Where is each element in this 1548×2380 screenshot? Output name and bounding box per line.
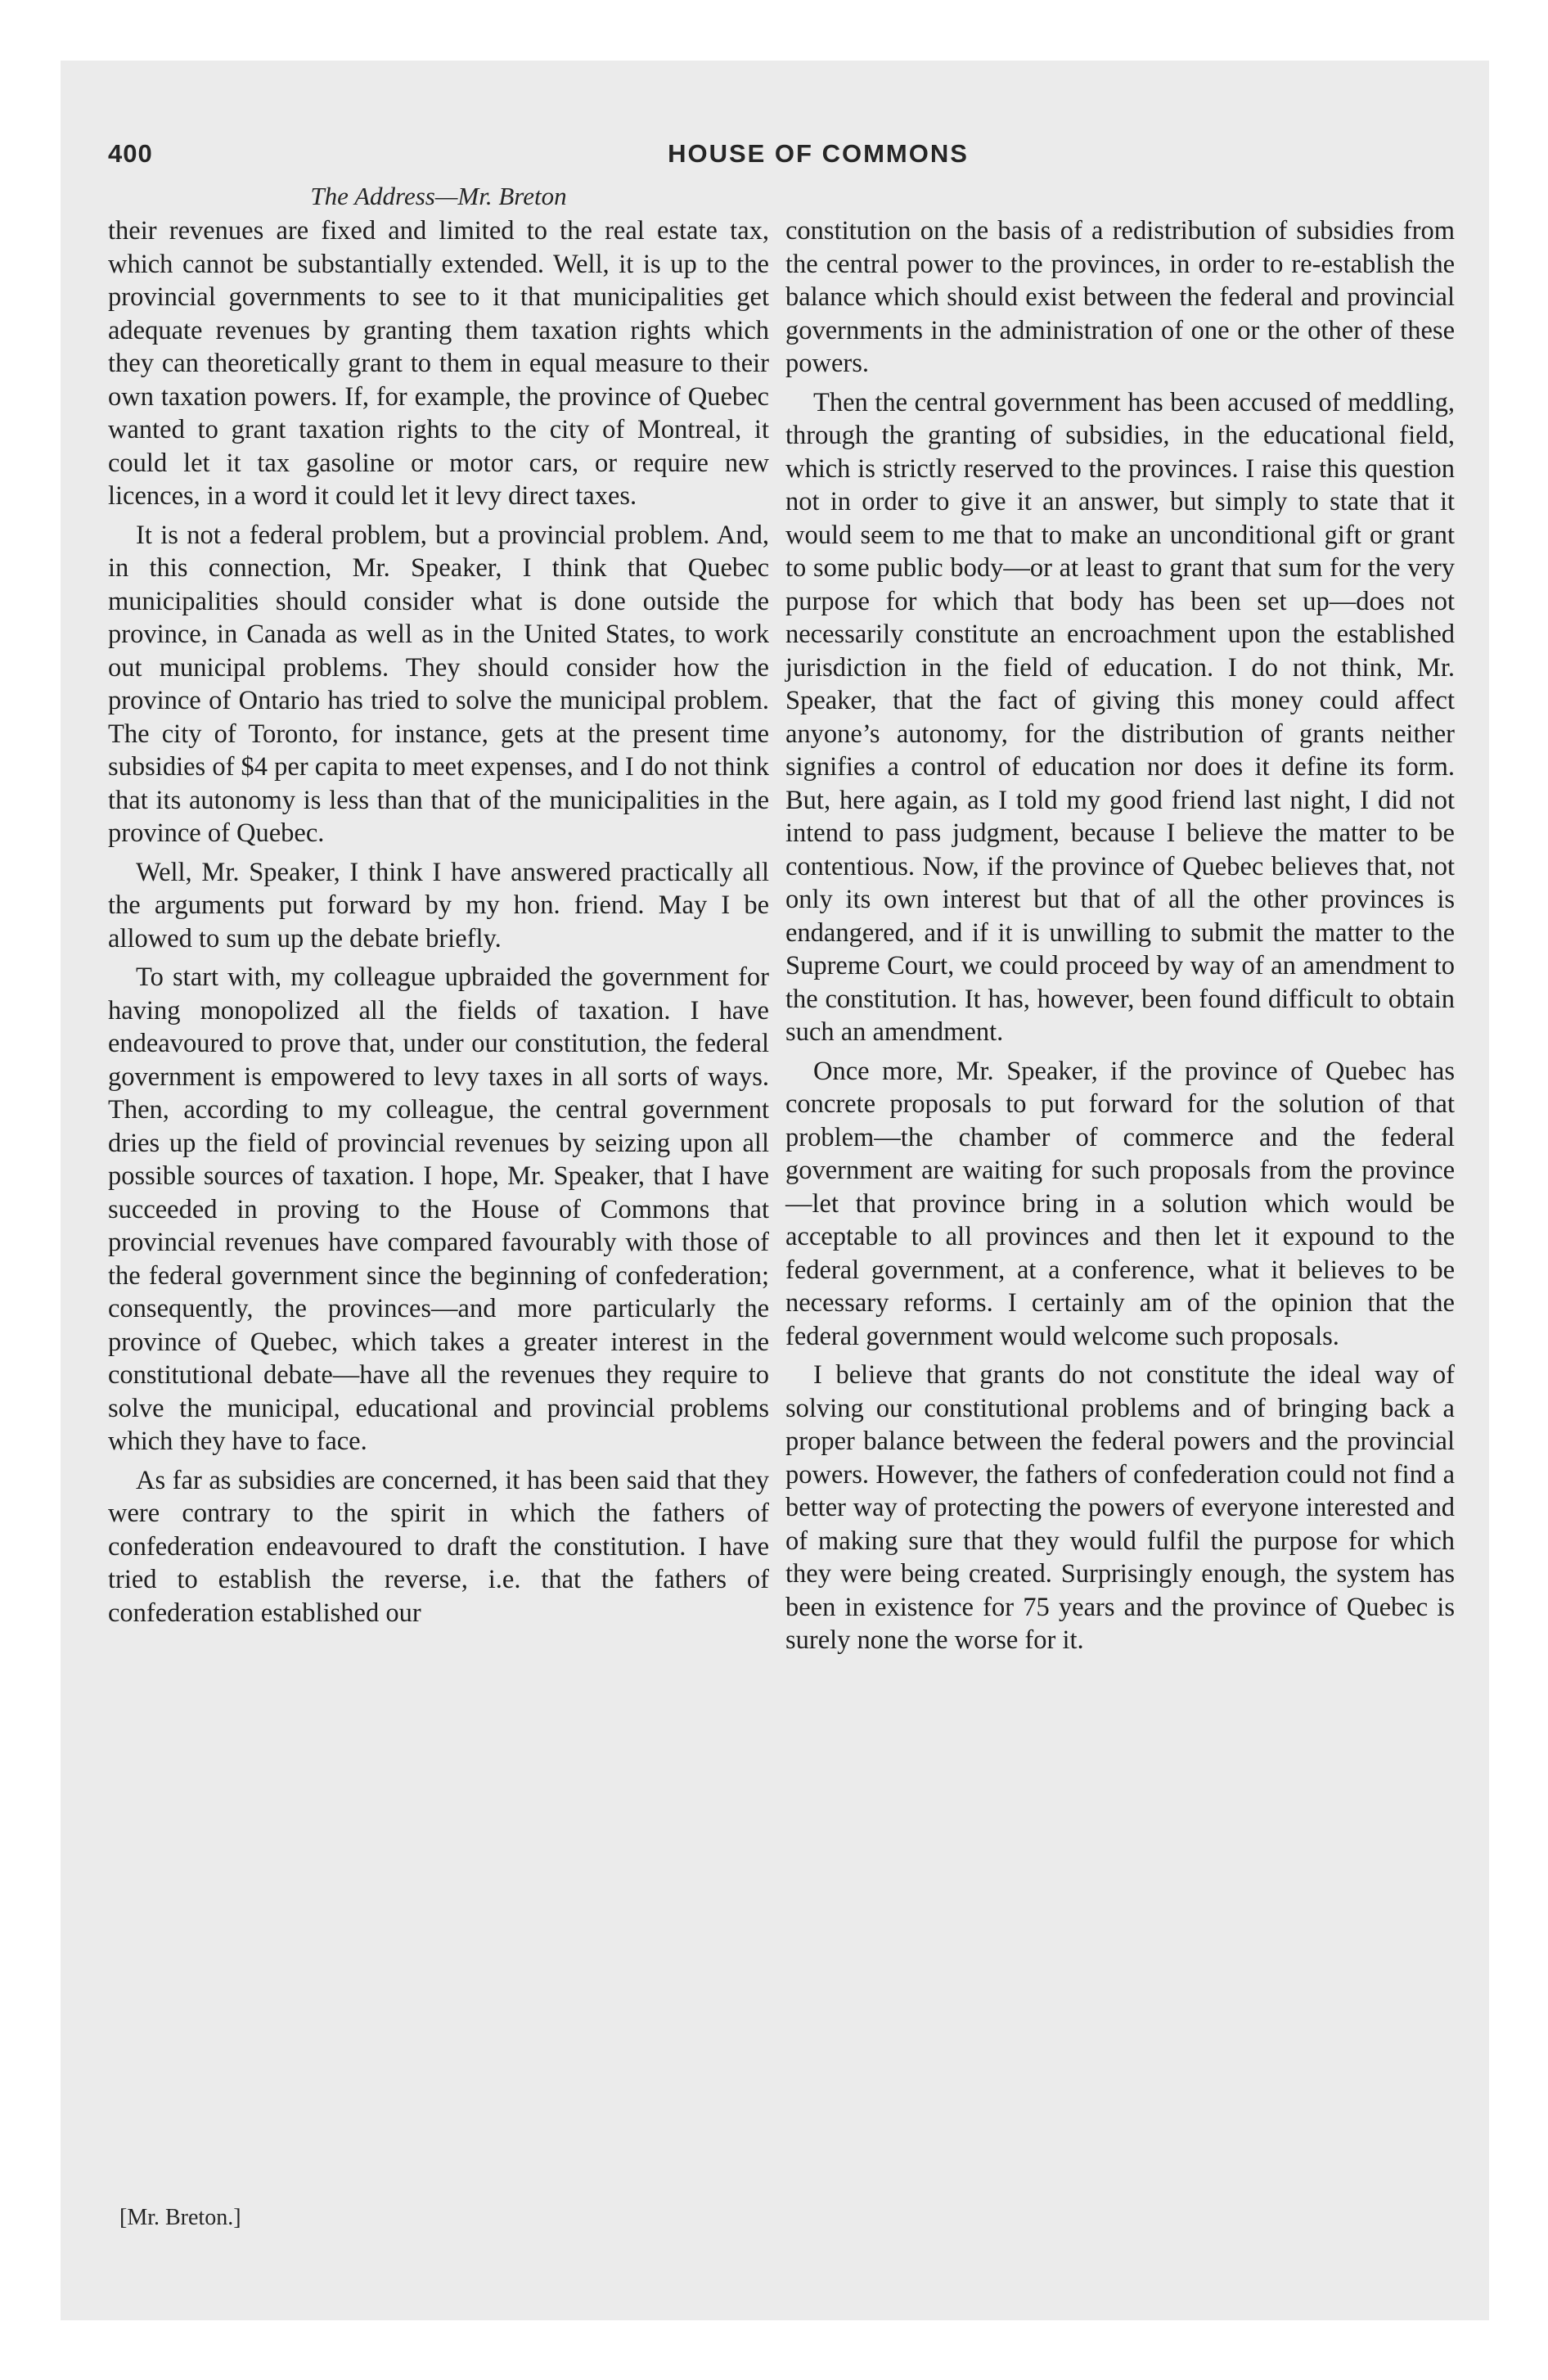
paragraph: To start with, my colleague upbraided the government for having monopolized all the fields of taxation. I have endeavoured to prove that, under our constitution, the federal government is empowered to levy taxes in all sorts of ways. Then, according to my colleague, the central government dries up the field of provincial revenues by seizing upon all possible sources of taxation. I hope, Mr. Speaker, that I have succeeded in proving to the House of Commons that provincial revenues have compared favourably with those of the federal government since the beginning of confederation; consequently, the provinces—and more particularly the province of Quebec, which takes a greater interest in the constitutional debate—have all the revenues they require to solve the municipal, educational and provincial problems which they have to face. <box>108 962 769 1456</box>
running-head: HOUSE OF COMMONS <box>668 139 969 168</box>
paragraph: Once more, Mr. Speaker, if the province of Quebec has concrete proposals to put forward for the solution of that problem—the chamber of commerce and the federal government are waiting for such proposals from the province—let that province bring in a solution which would be acceptable to all provinces and then let it expound to the federal government, at a conference, what it believes to be necessary reforms. I certainly am of the opinion that the federal government would welcome such proposals. <box>785 1056 1455 1351</box>
paragraph: constitution on the basis of a redistribution of subsidies from the central power to the provinces, in order to re-establish the balance which should exist between the federal and provincial governments in the administration of one or the other of these powers. <box>785 216 1455 378</box>
paragraph: I believe that grants do not constitute the ideal way of solving our constitutional problems and of bringing back a proper balance between the federal powers and the provincial powers. However, the fathers of confederation could not find a better way of protecting the powers of everyone interested and of making sure that they would fulfil the purpose for which they were being created. Surprisingly enough, the system has been in existence for 75 years and the province of Quebec is surely none the worse for it. <box>785 1360 1455 1655</box>
footer-attribution: [Mr. Breton.] <box>119 2205 241 2230</box>
right-column <box>785 214 1455 1663</box>
paragraph: their revenues are fixed and limited to the real estate tax, which cannot be substantially extended. Well, it is up to the provincial governments to see to it that municipalities get adequate revenues by granting them taxation rights which they can theoretically grant to them in equal measure to their own taxation powers. If, for example, the province of Quebec wanted to grant taxation rights to the city of Montreal, it could let it tax gasoline or motor cars, or require new licences, in a word it could let it levy direct taxes. <box>108 216 769 511</box>
paragraph: It is not a federal problem, but a provincial problem. And, in this connection, Mr. Speaker, I think that Quebec municipalities should consider what is done outside the province, in Canada as well as in the United States, to work out municipal problems. They should consider how the province of Ontario has tried to solve the municipal problem. The city of Toronto, for instance, gets at the present time subsidies of $4 per capita to meet expenses, and I do not think that its autonomy is less than that of the municipalities in the province of Quebec. <box>108 520 769 848</box>
page-number: 400 <box>108 139 153 168</box>
paragraph: Then the central government has been accused of meddling, through the granting of subsidies, in the educational field, which is strictly reserved to the provinces. I raise this question not in order to give it an answer, but simply to state that it would seem to me that to make an unconditional gift or grant to some public body—or at least to grant that sum for the very purpose for which that body has been set up—does not necessarily constitute an encroachment upon the established jurisdiction in the field of education. I do not think, Mr. Speaker, that the fact of giving this money could affect anyone’s autonomy, for the distribution of grants neither signifies a control of education nor does it define its form. But, here again, as I told my good friend last night, I did not intend to pass judgment, because I believe the matter to be contentious. Now, if the province of Quebec believes that, not only its own interest but that of all the other provinces is endangered, and if it is unwilling to submit the matter to the Supreme Court, we could proceed by way of an amendment to the constitution. It has, however, been found difficult to obtain such an amendment. <box>785 387 1455 1047</box>
speaker-subhead: The Address—Mr. Breton <box>310 182 567 210</box>
left-column <box>108 214 769 1635</box>
paragraph: As far as subsidies are concerned, it has been said that they were contrary to the spirit in which the fathers of confederation endeavoured to draft the constitution. I have tried to establish the reverse, i.e. that the fathers of confederation established our <box>108 1465 769 1628</box>
paragraph: Well, Mr. Speaker, I think I have answered practically all the arguments put forward by my hon. friend. May I be allowed to sum up the debate briefly. <box>108 857 769 953</box>
